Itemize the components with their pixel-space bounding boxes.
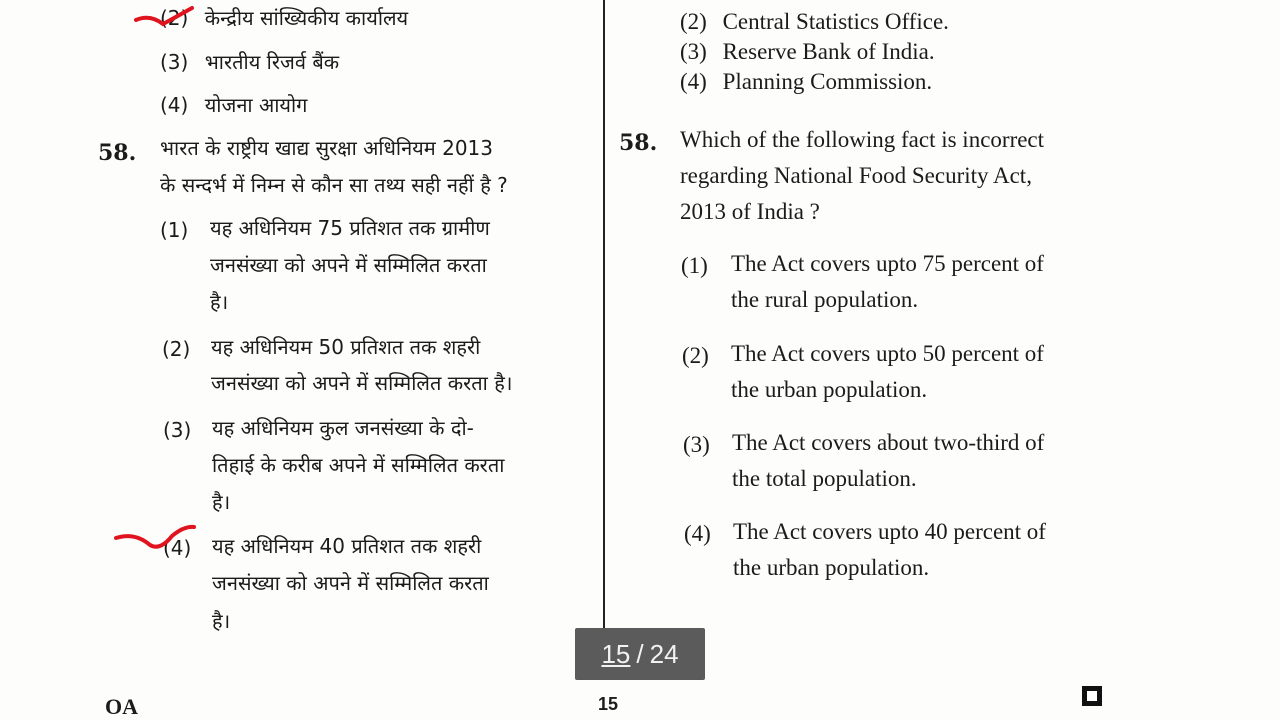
left-q57-option-3: (3) भारतीय रिजर्व बैंक — [160, 50, 340, 74]
left-option-3-line-2: तिहाई के करीब अपने में सम्मिलित करता — [212, 453, 505, 477]
page-indicator[interactable] — [575, 628, 705, 680]
left-option-1-number: (1) — [160, 218, 189, 242]
column-divider — [603, 0, 605, 640]
left-question-line-1: भारत के राष्ट्रीय खाद्य सुरक्षा अधिनियम 2013 — [160, 136, 494, 160]
right-q57-option-4: (4) Planning Commission. — [680, 69, 933, 94]
left-option-1-line-3: है। — [210, 290, 229, 314]
right-q57-option-3: (3) Reserve Bank of India. — [680, 39, 935, 64]
right-option-2-line-2: the urban population. — [731, 377, 928, 402]
right-option-4-line-2: the urban population. — [733, 555, 930, 580]
left-question-number: 58. — [98, 140, 137, 166]
left-option-2-number: (2) — [162, 337, 191, 361]
right-option-4-line-1: The Act covers upto 40 percent of — [733, 519, 1046, 544]
total-pages: 24 — [649, 638, 679, 669]
left-q57-option-2: (2) केन्द्रीय सांख्यिकीय कार्यालय — [160, 6, 409, 30]
right-question-line-3: 2013 of India ? — [680, 199, 820, 224]
left-option-3-line-3: है। — [212, 490, 231, 514]
right-option-3-number: (3) — [683, 432, 710, 457]
right-option-1-line-2: the rural population. — [731, 287, 919, 312]
left-option-4-number: (4) — [163, 536, 192, 560]
stop-icon[interactable] — [1082, 686, 1102, 706]
left-option-4-line-1: यह अधिनियम 40 प्रतिशत तक शहरी — [212, 534, 482, 558]
left-option-4-line-3: है। — [212, 609, 231, 633]
left-option-1-line-1: यह अधिनियम 75 प्रतिशत तक ग्रामीण — [210, 216, 490, 240]
right-option-2-number: (2) — [682, 343, 709, 368]
right-option-1-number: (1) — [681, 253, 708, 278]
page-separator: / — [636, 638, 644, 669]
right-q57-option-2: (2) Central Statistics Office. — [680, 9, 949, 34]
current-page-number[interactable]: 15 — [601, 638, 631, 669]
paper-code: OA — [105, 694, 138, 719]
right-option-4-number: (4) — [684, 521, 711, 546]
right-option-1-line-1: The Act covers upto 75 percent of — [731, 251, 1044, 276]
left-question-line-2: के सन्दर्भ में निम्न से कौन सा तथ्य सही नहीं है ? — [160, 173, 508, 197]
right-option-3-line-2: the total population. — [732, 466, 917, 491]
left-option-4-line-2: जनसंख्या को अपने में सम्मिलित करता — [212, 571, 489, 595]
right-question-line-2: regarding National Food Security Act, — [680, 163, 1032, 188]
left-option-3-number: (3) — [163, 418, 192, 442]
left-option-2-line-1: यह अधिनियम 50 प्रतिशत तक शहरी — [211, 335, 481, 359]
left-option-1-line-2: जनसंख्या को अपने में सम्मिलित करता — [210, 253, 487, 277]
right-option-3-line-1: The Act covers about two-third of — [732, 430, 1045, 455]
right-question-line-1: Which of the following fact is incorrect — [680, 127, 1045, 152]
left-option-2-line-2: जनसंख्या को अपने में सम्मिलित करता है। — [211, 371, 513, 395]
left-q57-option-4: (4) योजना आयोग — [160, 93, 308, 117]
right-option-2-line-1: The Act covers upto 50 percent of — [731, 341, 1044, 366]
right-question-number: 58. — [619, 130, 658, 156]
footer-page-number: 15 — [598, 694, 619, 714]
left-option-3-line-1: यह अधिनियम कुल जनसंख्या के दो- — [212, 416, 474, 440]
